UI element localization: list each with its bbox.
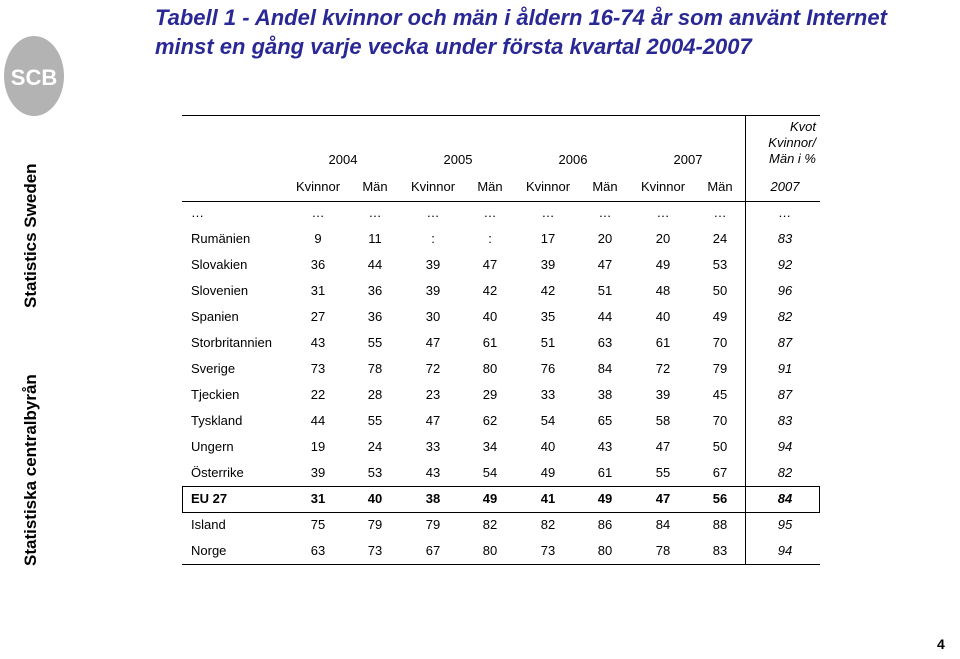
header-women: Kvinnor — [640, 179, 686, 194]
table-row-country: Storbritannien — [191, 335, 272, 350]
eu-row-top-rule — [182, 486, 820, 487]
table-row-country: Tjeckien — [191, 387, 240, 402]
table-cell: : — [488, 231, 492, 246]
table-cell: 73 — [540, 543, 556, 558]
year-header: 2006 — [558, 152, 588, 167]
brand-name-sv: Statistiska centralbyrån — [21, 374, 40, 566]
header-men: Män — [362, 179, 388, 194]
table-cell: 55 — [367, 413, 383, 428]
table-cell: 75 — [310, 517, 326, 532]
table-cell: … — [656, 205, 670, 220]
table-cell: 47 — [425, 335, 441, 350]
table-cell: 49 — [597, 491, 613, 506]
table-cell: : — [431, 231, 435, 246]
table-cell: 54 — [482, 465, 498, 480]
table-cell-ratio: … — [778, 205, 792, 220]
table-cell: 27 — [310, 309, 326, 324]
eu-row-left-rule — [182, 486, 183, 512]
table-cell: … — [368, 205, 382, 220]
table-row-country: Island — [191, 517, 226, 532]
eu-row-bottom-rule — [182, 512, 820, 513]
table-cell: 48 — [655, 283, 671, 298]
table-cell: 11 — [368, 231, 382, 246]
table-cell: 50 — [712, 439, 728, 454]
table-cell: 50 — [712, 283, 728, 298]
table-cell: 24 — [367, 439, 383, 454]
table-cell: 79 — [712, 361, 728, 376]
table-cell: 67 — [712, 465, 728, 480]
eu-row-right-rule — [819, 486, 820, 512]
table-cell: 38 — [425, 491, 441, 506]
header-women: Kvinnor — [295, 179, 341, 194]
table-cell: 20 — [597, 231, 613, 246]
header-women: Kvinnor — [410, 179, 456, 194]
table-cell: 38 — [597, 387, 613, 402]
table-cell: 84 — [655, 517, 671, 532]
table-cell: 39 — [540, 257, 556, 272]
logo-text: SCB — [10, 65, 58, 90]
table-cell: 78 — [367, 361, 383, 376]
table-cell: 39 — [655, 387, 671, 402]
table-top-rule — [182, 115, 820, 116]
table-cell: 70 — [712, 413, 728, 428]
header-men: Män — [592, 179, 618, 194]
table-row-country: Tyskland — [191, 413, 243, 428]
year-header: 2005 — [443, 152, 473, 167]
table-cell: 30 — [425, 309, 441, 324]
table-cell: 28 — [367, 387, 383, 402]
table-cell: 40 — [540, 439, 556, 454]
table-cell: 72 — [655, 361, 671, 376]
page-number: 4 — [937, 636, 945, 652]
table-cell: 34 — [482, 439, 498, 454]
table-cell: 86 — [597, 517, 613, 532]
table-cell: 42 — [540, 283, 556, 298]
table-cell-ratio: 96 — [777, 283, 793, 298]
header-rule — [182, 201, 820, 202]
header-men: Män — [477, 179, 503, 194]
ratio-header-line: Män i % — [769, 151, 816, 166]
table-cell: 35 — [540, 309, 556, 324]
table-cell: 56 — [712, 491, 728, 506]
ratio-header-line: Kvinnor/ — [768, 135, 816, 150]
table-cell: 40 — [367, 491, 383, 506]
table-cell: 55 — [655, 465, 671, 480]
table-row-country: … — [191, 205, 204, 220]
table-row-country: Sverige — [191, 361, 236, 376]
table-cell: 61 — [482, 335, 498, 350]
table-row-country: Slovenien — [191, 283, 249, 298]
table-cell: 79 — [367, 517, 383, 532]
table-cell: 62 — [482, 413, 498, 428]
table-cell: … — [311, 205, 325, 220]
table-cell-ratio: 95 — [777, 517, 793, 532]
table-cell-ratio: 82 — [777, 465, 793, 480]
table-cell: 33 — [540, 387, 556, 402]
year-header: 2007 — [673, 152, 703, 167]
table-cell-ratio: 91 — [777, 361, 793, 376]
table-cell: 22 — [310, 387, 326, 402]
table-cell: 43 — [425, 465, 441, 480]
table-row-country: Rumänien — [191, 231, 251, 246]
table-cell: 47 — [597, 257, 613, 272]
table-cell: 55 — [367, 335, 383, 350]
table-cell: 72 — [425, 361, 441, 376]
table-row-country: Norge — [191, 543, 227, 558]
table-cell: 40 — [482, 309, 498, 324]
table-cell: 49 — [482, 491, 498, 506]
table-cell: … — [598, 205, 612, 220]
table-cell: 49 — [712, 309, 728, 324]
table-cell: 39 — [310, 465, 326, 480]
table-cell: … — [541, 205, 555, 220]
table-cell: 49 — [540, 465, 556, 480]
table-row-country: Ungern — [191, 439, 234, 454]
table-cell: 44 — [310, 413, 326, 428]
table-cell: 54 — [540, 413, 556, 428]
table-cell: 47 — [482, 257, 498, 272]
table-cell: 53 — [367, 465, 383, 480]
table-cell-ratio: 94 — [777, 439, 793, 454]
table-cell: 63 — [597, 335, 613, 350]
table-cell: 17 — [540, 231, 556, 246]
table-cell: 44 — [367, 257, 383, 272]
table-cell: 40 — [655, 309, 671, 324]
table-cell: 82 — [482, 517, 498, 532]
table-row-country: Österrike — [191, 465, 244, 480]
table-cell: 53 — [712, 257, 728, 272]
table-cell: 45 — [712, 387, 728, 402]
table-cell: 51 — [597, 283, 613, 298]
table-cell: 80 — [482, 543, 498, 558]
table-cell: … — [713, 205, 727, 220]
table-cell: … — [426, 205, 440, 220]
table-cell: 70 — [712, 335, 728, 350]
table-cell: 79 — [425, 517, 441, 532]
table-cell: 33 — [425, 439, 441, 454]
table-cell: 39 — [425, 283, 441, 298]
table-cell: 47 — [655, 439, 671, 454]
table-cell: 36 — [310, 257, 326, 272]
year-header: 2004 — [328, 152, 358, 167]
table-cell: 65 — [597, 413, 613, 428]
table-cell-ratio: 87 — [777, 335, 793, 350]
table-cell: 36 — [367, 309, 383, 324]
table-cell: 31 — [310, 491, 326, 506]
table-cell: 41 — [540, 491, 556, 506]
table-cell: 42 — [482, 283, 498, 298]
table-cell: 63 — [310, 543, 326, 558]
table-cell: 23 — [425, 387, 441, 402]
table-cell: 9 — [314, 231, 322, 246]
table-cell: 47 — [655, 491, 671, 506]
table-cell: … — [483, 205, 497, 220]
table-cell: 61 — [597, 465, 613, 480]
table-cell: 80 — [597, 543, 613, 558]
table-cell-ratio: 92 — [777, 257, 793, 272]
table-cell-ratio: 84 — [777, 491, 793, 506]
table-cell: 36 — [367, 283, 383, 298]
table-cell: 31 — [310, 283, 326, 298]
table-cell: 47 — [425, 413, 441, 428]
table-cell: 82 — [540, 517, 556, 532]
ratio-header — [746, 119, 816, 167]
page-title: Tabell 1 - Andel kvinnor och män i åldern 16-74 år som använt Internet minst en gång varje vecka under första kvartal 2004-2007 — [155, 5, 887, 59]
table-cell: 61 — [655, 335, 671, 350]
table-cell: 88 — [712, 517, 728, 532]
table-cell: 39 — [425, 257, 441, 272]
ratio-year: 2007 — [770, 179, 800, 194]
table-cell: 73 — [367, 543, 383, 558]
table-cell: 43 — [310, 335, 326, 350]
table-cell: 43 — [597, 439, 613, 454]
table-cell: 51 — [540, 335, 556, 350]
header-men: Män — [707, 179, 733, 194]
table-bottom-rule — [182, 564, 820, 565]
table-cell: 83 — [712, 543, 728, 558]
table-cell: 76 — [540, 361, 556, 376]
table-row-country: Slovakien — [191, 257, 248, 272]
table-cell-ratio: 87 — [777, 387, 793, 402]
table-cell: 67 — [425, 543, 441, 558]
table-cell: 20 — [655, 231, 671, 246]
table-cell: 19 — [310, 439, 326, 454]
table-cell: 80 — [482, 361, 498, 376]
ratio-header-line: Kvot — [789, 119, 816, 134]
table-cell: 44 — [597, 309, 613, 324]
table-cell-ratio: 82 — [777, 309, 793, 324]
table-cell: 78 — [655, 543, 671, 558]
table-cell: 73 — [310, 361, 326, 376]
table-cell: 29 — [482, 387, 498, 402]
table-cell-ratio: 83 — [777, 231, 793, 246]
table-cell: 84 — [597, 361, 613, 376]
table-row-country: EU 27 — [191, 491, 228, 506]
table-cell-ratio: 83 — [777, 413, 793, 428]
table-row-country: Spanien — [191, 309, 239, 324]
table-cell: 58 — [655, 413, 671, 428]
table-cell: 49 — [655, 257, 671, 272]
brand-name-en: Statistics Sweden — [21, 163, 40, 308]
table-cell-ratio: 94 — [777, 543, 793, 558]
table-cell: 24 — [712, 231, 728, 246]
header-women: Kvinnor — [525, 179, 571, 194]
